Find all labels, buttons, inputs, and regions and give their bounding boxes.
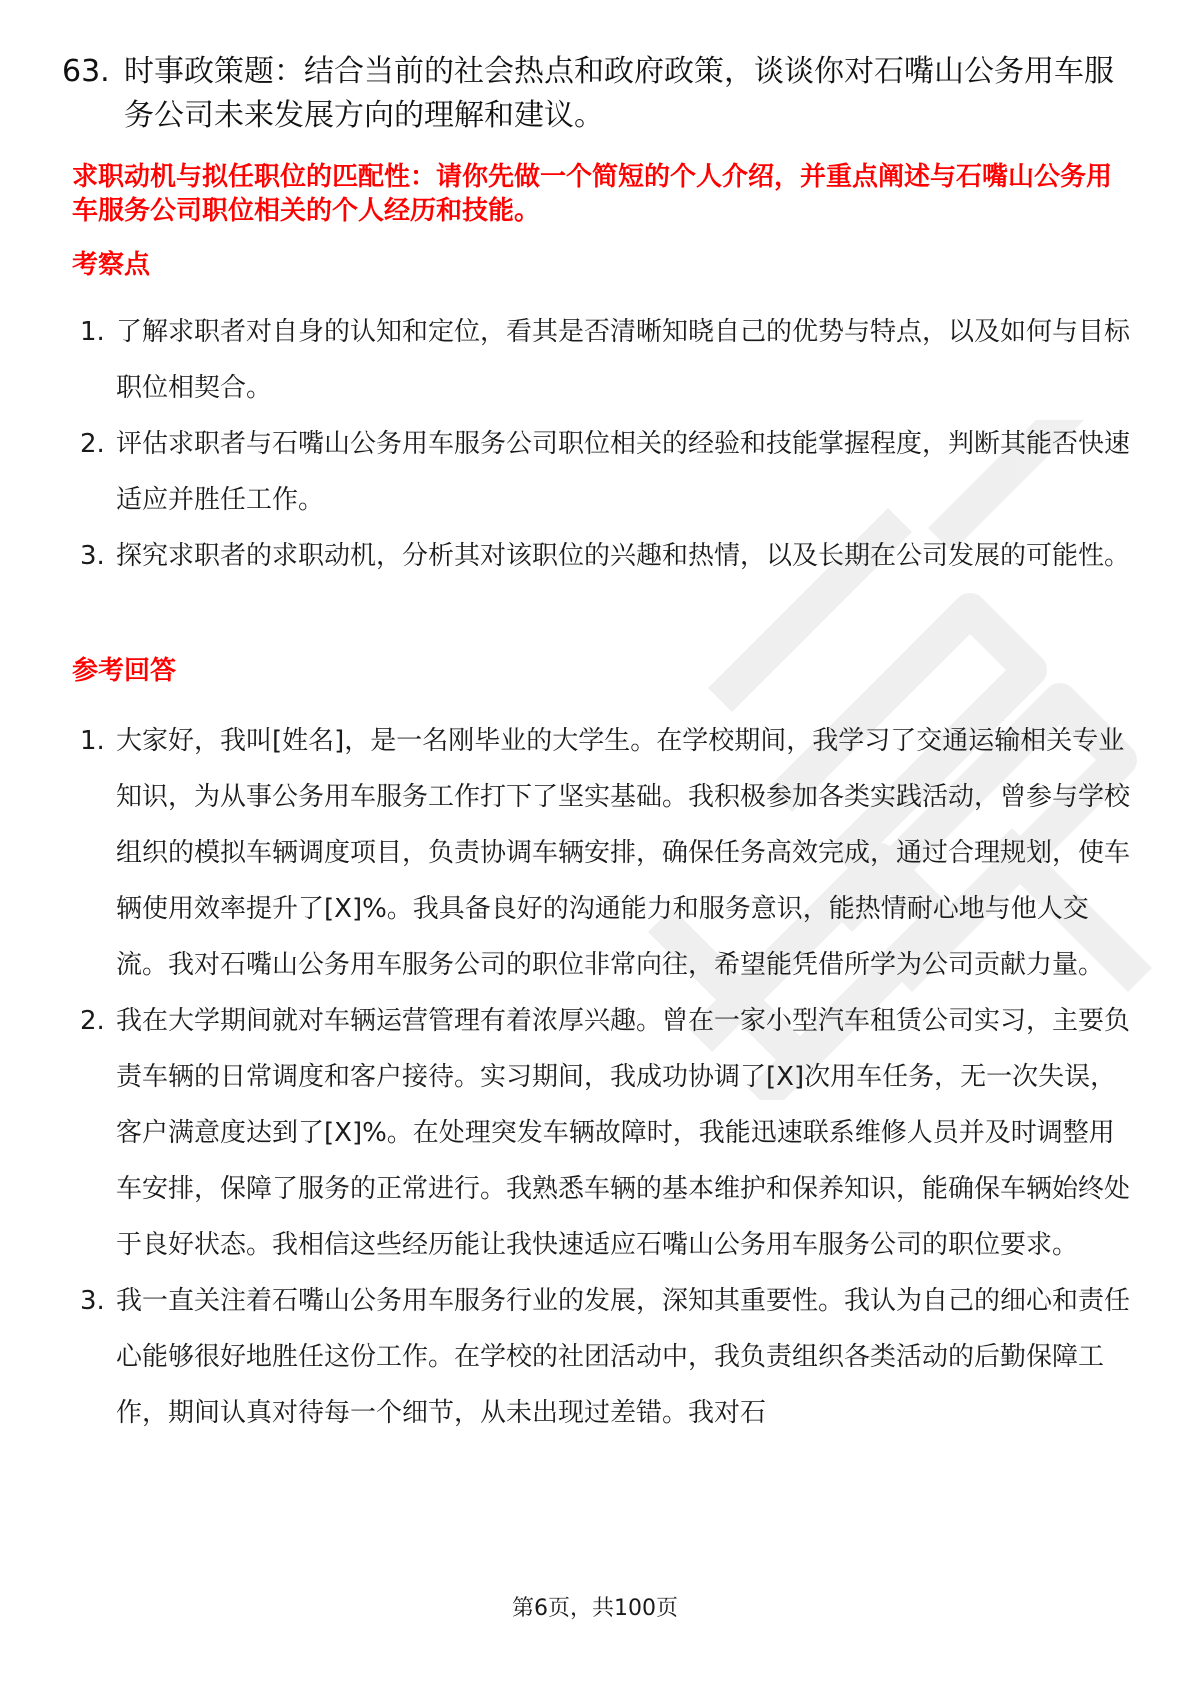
list-item-number: 3. (80, 1286, 105, 1316)
question-number: 63. (62, 54, 110, 89)
list-item (80, 993, 1132, 1273)
question (62, 50, 1132, 138)
topic-heading: 求职动机与拟任职位的匹配性：请你先做一个简短的个人介绍，并重点阐述与石嘴山公务用车服务公司职位相关的个人经历和技能。 (72, 162, 1113, 226)
list-item (80, 713, 1132, 993)
answers-heading: 参考回答 (72, 656, 177, 686)
list-item-text: 大家好，我叫[姓名]，是一名刚毕业的大学生。在学校期间，我学习了交通运输相关专业知识，为从事公务用车服务工作打下了坚实基础。我积极参加各类实践活动，曾参与学校组织的模拟车辆调度项目，负责协调车辆安排，确保任务高效完成，通过合理规划，使车辆使用效率提升了[X]%。我具备良好的沟通能力和服务意识，能热情耐心地与他人交流。我对石嘴山公务用车服务公司的职位非常向往，希望能凭借所学为公司贡献力量。 (116, 726, 1131, 980)
question-text: 时事政策题：结合当前的社会热点和政府政策，谈谈你对石嘴山公务用车服务公司未来发展方向的理解和建议。 (124, 54, 1114, 133)
answers-list (80, 713, 1132, 1441)
page-footer: 第6页，共100页 (512, 1596, 678, 1621)
exam-points-heading: 考察点 (72, 250, 151, 280)
exam-points-list (80, 304, 1132, 584)
list-item-text: 评估求职者与石嘴山公务用车服务公司职位相关的经验和技能掌握程度，判断其能否快速适应并胜任工作。 (116, 429, 1131, 515)
list-item-number: 1. (80, 317, 105, 347)
list-item-text: 探究求职者的求职动机，分析其对该职位的兴趣和热情，以及长期在公司发展的可能性。 (116, 541, 1131, 571)
list-item-text: 了解求职者对自身的认知和定位，看其是否清晰知晓自己的优势与特点，以及如何与目标职位相契合。 (116, 317, 1131, 403)
list-item (80, 304, 1132, 416)
list-item-number: 1. (80, 726, 105, 756)
list-item-text: 我在大学期间就对车辆运营管理有着浓厚兴趣。曾在一家小型汽车租赁公司实习，主要负责车辆的日常调度和客户接待。实习期间，我成功协调了[X]次用车任务，无一次失误，客户满意度达到了[X]%。在处理突发车辆故障时，我能迅速联系维修人员并及时调整用车安排，保障了服务的正常进行。我熟悉车辆的基本维护和保养知识，能确保车辆始终处于良好状态。我相信这些经历能让我快速适应石嘴山公务用车服务公司的职位要求。 (116, 1006, 1131, 1260)
list-item-number: 3. (80, 541, 105, 571)
list-item-number: 2. (80, 429, 105, 459)
list-item-text: 我一直关注着石嘴山公务用车服务行业的发展，深知其重要性。我认为自己的细心和责任心能够很好地胜任这份工作。在学校的社团活动中，我负责组织各类活动的后勤保障工作，期间认真对待每一个细节，从未出现过差错。我对石 (116, 1286, 1131, 1428)
list-item (80, 416, 1132, 528)
list-item (80, 1273, 1132, 1441)
list-item-number: 2. (80, 1006, 105, 1036)
list-item (80, 528, 1132, 584)
